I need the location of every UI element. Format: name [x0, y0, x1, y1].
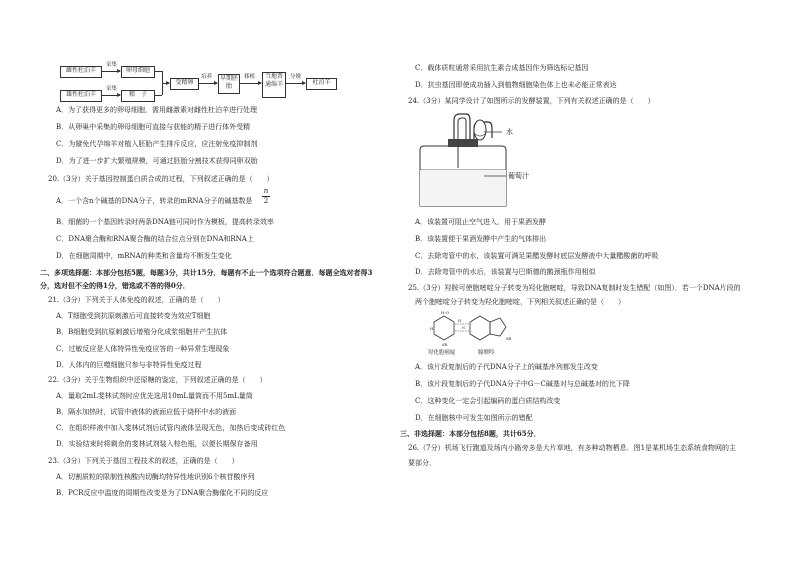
section-3-heading: 三、非选择题：本部分包括8题，共计65分．	[400, 429, 541, 438]
q21-stem: 21.（3分）下列关于人体免疫的叙述，正确的是（ ）	[48, 296, 225, 304]
q24-stem: 24.（3分）某同学设计了如图所示的发酵装置，下列有关叙述正确的是（ ）	[408, 97, 655, 105]
base-pairing-svg	[422, 308, 532, 350]
svg-text:H: H	[458, 319, 462, 323]
q24-option-a: A．该装置可阻止空气进入，用于果酒发酵	[415, 218, 547, 226]
q20-option-c: C．DNA聚合酶和RNA聚合酶的结合位点分别在DNA和RNA上	[56, 235, 254, 243]
q19-option-d: D．为了进一步扩大繁殖规模，可通过胚胎分割技术获得同卵双胎	[56, 157, 258, 165]
q22-stem: 22.（3分）关于生物组织中还原糖的鉴定，下列叙述正确的是（ ）	[48, 376, 267, 384]
svg-text:dR: dR	[442, 342, 448, 347]
q24-option-b: B．该装置便于果酒发酵中产生的气体排出	[415, 235, 547, 243]
q23-option-b: B．PCR反应中温度的周期性改变是为了DNA聚合酶催化不同的反应	[56, 489, 269, 497]
fraction-denominator: 2	[263, 197, 269, 205]
box-offspring: 杜泊羊	[306, 78, 337, 90]
label-culture: 培养	[201, 74, 213, 80]
svg-text:H-O: H-O	[441, 310, 450, 315]
q21-option-d: D．人体内的巨噬细胞只参与非特异性免疫过程	[56, 361, 202, 369]
svg-text:N: N	[462, 326, 466, 330]
section-2-heading: 二、多项选择题：本部分包括5题，每题3分，共计15分．每题有不止一个选项符合题意．每题全选对者得3	[40, 268, 373, 277]
box-fertilized-egg: 受精卵	[170, 78, 199, 90]
q22-option-a: A．量取2mL斐林试剂时应优先选用10mL量筒而不用5mL量筒	[56, 392, 253, 400]
svg-text:dR: dR	[506, 336, 512, 341]
q20-option-a: A．一个含n个碱基的DNA分子，转录的mRNA分子的碱基数是	[56, 197, 253, 205]
q24-option-c: C．去除弯管中的水，该装置可满足果醋发酵时底层发酵液中大量醋酸菌的呼吸	[415, 252, 659, 260]
q21-option-b: B．B细胞受到抗原刺激后增殖分化成浆细胞并产生抗体	[56, 328, 228, 336]
section-2-heading-cont: 分，选对但不全的得1分，错选或不答的得0分．	[40, 281, 190, 290]
label-collect-1: 采集	[106, 62, 118, 68]
label-transfer: 移植	[244, 74, 256, 80]
base-pairing-figure	[422, 308, 532, 350]
q26-stem: 26.（7分）机场飞行跑道及场内小路旁多是大片草地，有多种动物栖息．图1是某机场生态系统食物网的主	[408, 444, 737, 452]
q25-stem-cont: 两个胞嘧啶分子转变为羟化胞嘧啶，下列相关叙述正确的是（ ）	[415, 298, 625, 306]
q25-option-d: D．在细胞核中可发生如图所示的错配	[415, 414, 533, 422]
q24-option-d: D．去除弯管中的水后，该装置与巴斯德的鹅颈瓶作用相似	[415, 268, 596, 276]
box-early-embryo	[218, 74, 240, 94]
box-surrogate-sheep	[262, 72, 286, 98]
box-female-sheep: 雌性杜泊羊	[60, 66, 102, 78]
q23-option-a: A．切割质粒的限制性核酸内切酶均特异性地识别6个核苷酸序列	[56, 473, 255, 481]
q19-option-b: B．从卵巢中采集的卵母细胞可直接与获能的精子进行体外受精	[56, 123, 251, 131]
q23-stem: 23.（3分）下列关于基因工程技术的叙述，正确的是（ ）	[48, 457, 239, 465]
box-sperm: 精 子	[121, 90, 155, 102]
q21-option-c: C．过敏反应是人体特异性免疫应答的一种异常生理现象	[56, 345, 230, 353]
q22-option-b: B．隔水加热时，试管中液体的液面应低于烧杯中水的液面	[56, 408, 237, 416]
q21-option-a: A．T细胞受到抗原刺激后可直接转变为效应T细胞	[56, 312, 211, 320]
q23-option-c: C．载体质粒通常采用抗生素合成基因作为筛选标记基因	[415, 64, 589, 72]
q19-option-c: C．为避免代孕绵羊对植入胚胎产生排斥反应，应注射免疫抑制剂	[56, 140, 258, 148]
q22-option-c: C．在组织样液中加入斐林试剂后试管内液体呈现无色，加热后变成砖红色	[56, 424, 286, 432]
q20-stem: 20.（3分）关于基因控制蛋白质合成的过程，下列叙述正确的是（ ）	[48, 175, 274, 183]
early-embryo-text: 早期胚胎	[219, 75, 238, 90]
q20-option-b: B．细菌的一个基因转录时两条DNA链可同时作为模板，提高转录效率	[56, 218, 274, 226]
q25-option-b: B．该片段复制后的子代DNA分子中G－C碱基对与总碱基对的比下降	[415, 380, 630, 388]
q25-option-c: C．这种变化一定会引起编码的蛋白质结构改变	[415, 397, 561, 405]
box-oocyte: 卵母细胞	[121, 66, 155, 78]
q23-option-d: D．抗虫基因即使成功插入到植物细胞染色体上也未必能正常表达	[415, 81, 617, 89]
figure-label-hydroxycytosine: 羟化胞嘧啶	[428, 350, 456, 356]
q26-stem-cont: 要部分．	[408, 459, 436, 467]
label-collect-2: 采集	[106, 86, 118, 92]
label-birth: 分娩	[290, 74, 302, 80]
fraction-numerator: n	[263, 187, 269, 195]
fermentation-apparatus-figure	[414, 108, 524, 208]
figure-label-grape-juice: 葡萄汁	[508, 172, 529, 180]
figure-label-water: 水	[506, 128, 513, 136]
fermentation-apparatus-svg	[414, 108, 524, 208]
q25-stem: 25.（3分）羟胺可使胞嘧啶分子转变为羟化胞嘧啶，导致DNA复制时发生错配（如图）．若一个DNA片段的	[408, 284, 741, 292]
surrogate-text: 当地普通绵羊	[264, 73, 283, 88]
svg-text:H: H	[430, 326, 434, 331]
q22-option-d: D．实验结束时将剩余的斐林试剂装入棕色瓶，以便长期保存备用	[56, 440, 258, 448]
box-male-sheep: 雄性杜泊羊	[60, 90, 102, 102]
q20-fraction	[262, 188, 270, 205]
q20-option-d: D．在细胞周期中，mRNA的种类和含量均不断发生变化	[56, 252, 232, 260]
q19-option-a: A．为了获得更多的卵母细胞，需用雌激素对雌性杜泊羊进行处理	[56, 106, 258, 114]
q25-option-a: A．该片段复制后的子代DNA分子上的碱基序列都发生改变	[415, 363, 598, 371]
figure-label-adenine: 腺嘌呤	[478, 350, 495, 356]
